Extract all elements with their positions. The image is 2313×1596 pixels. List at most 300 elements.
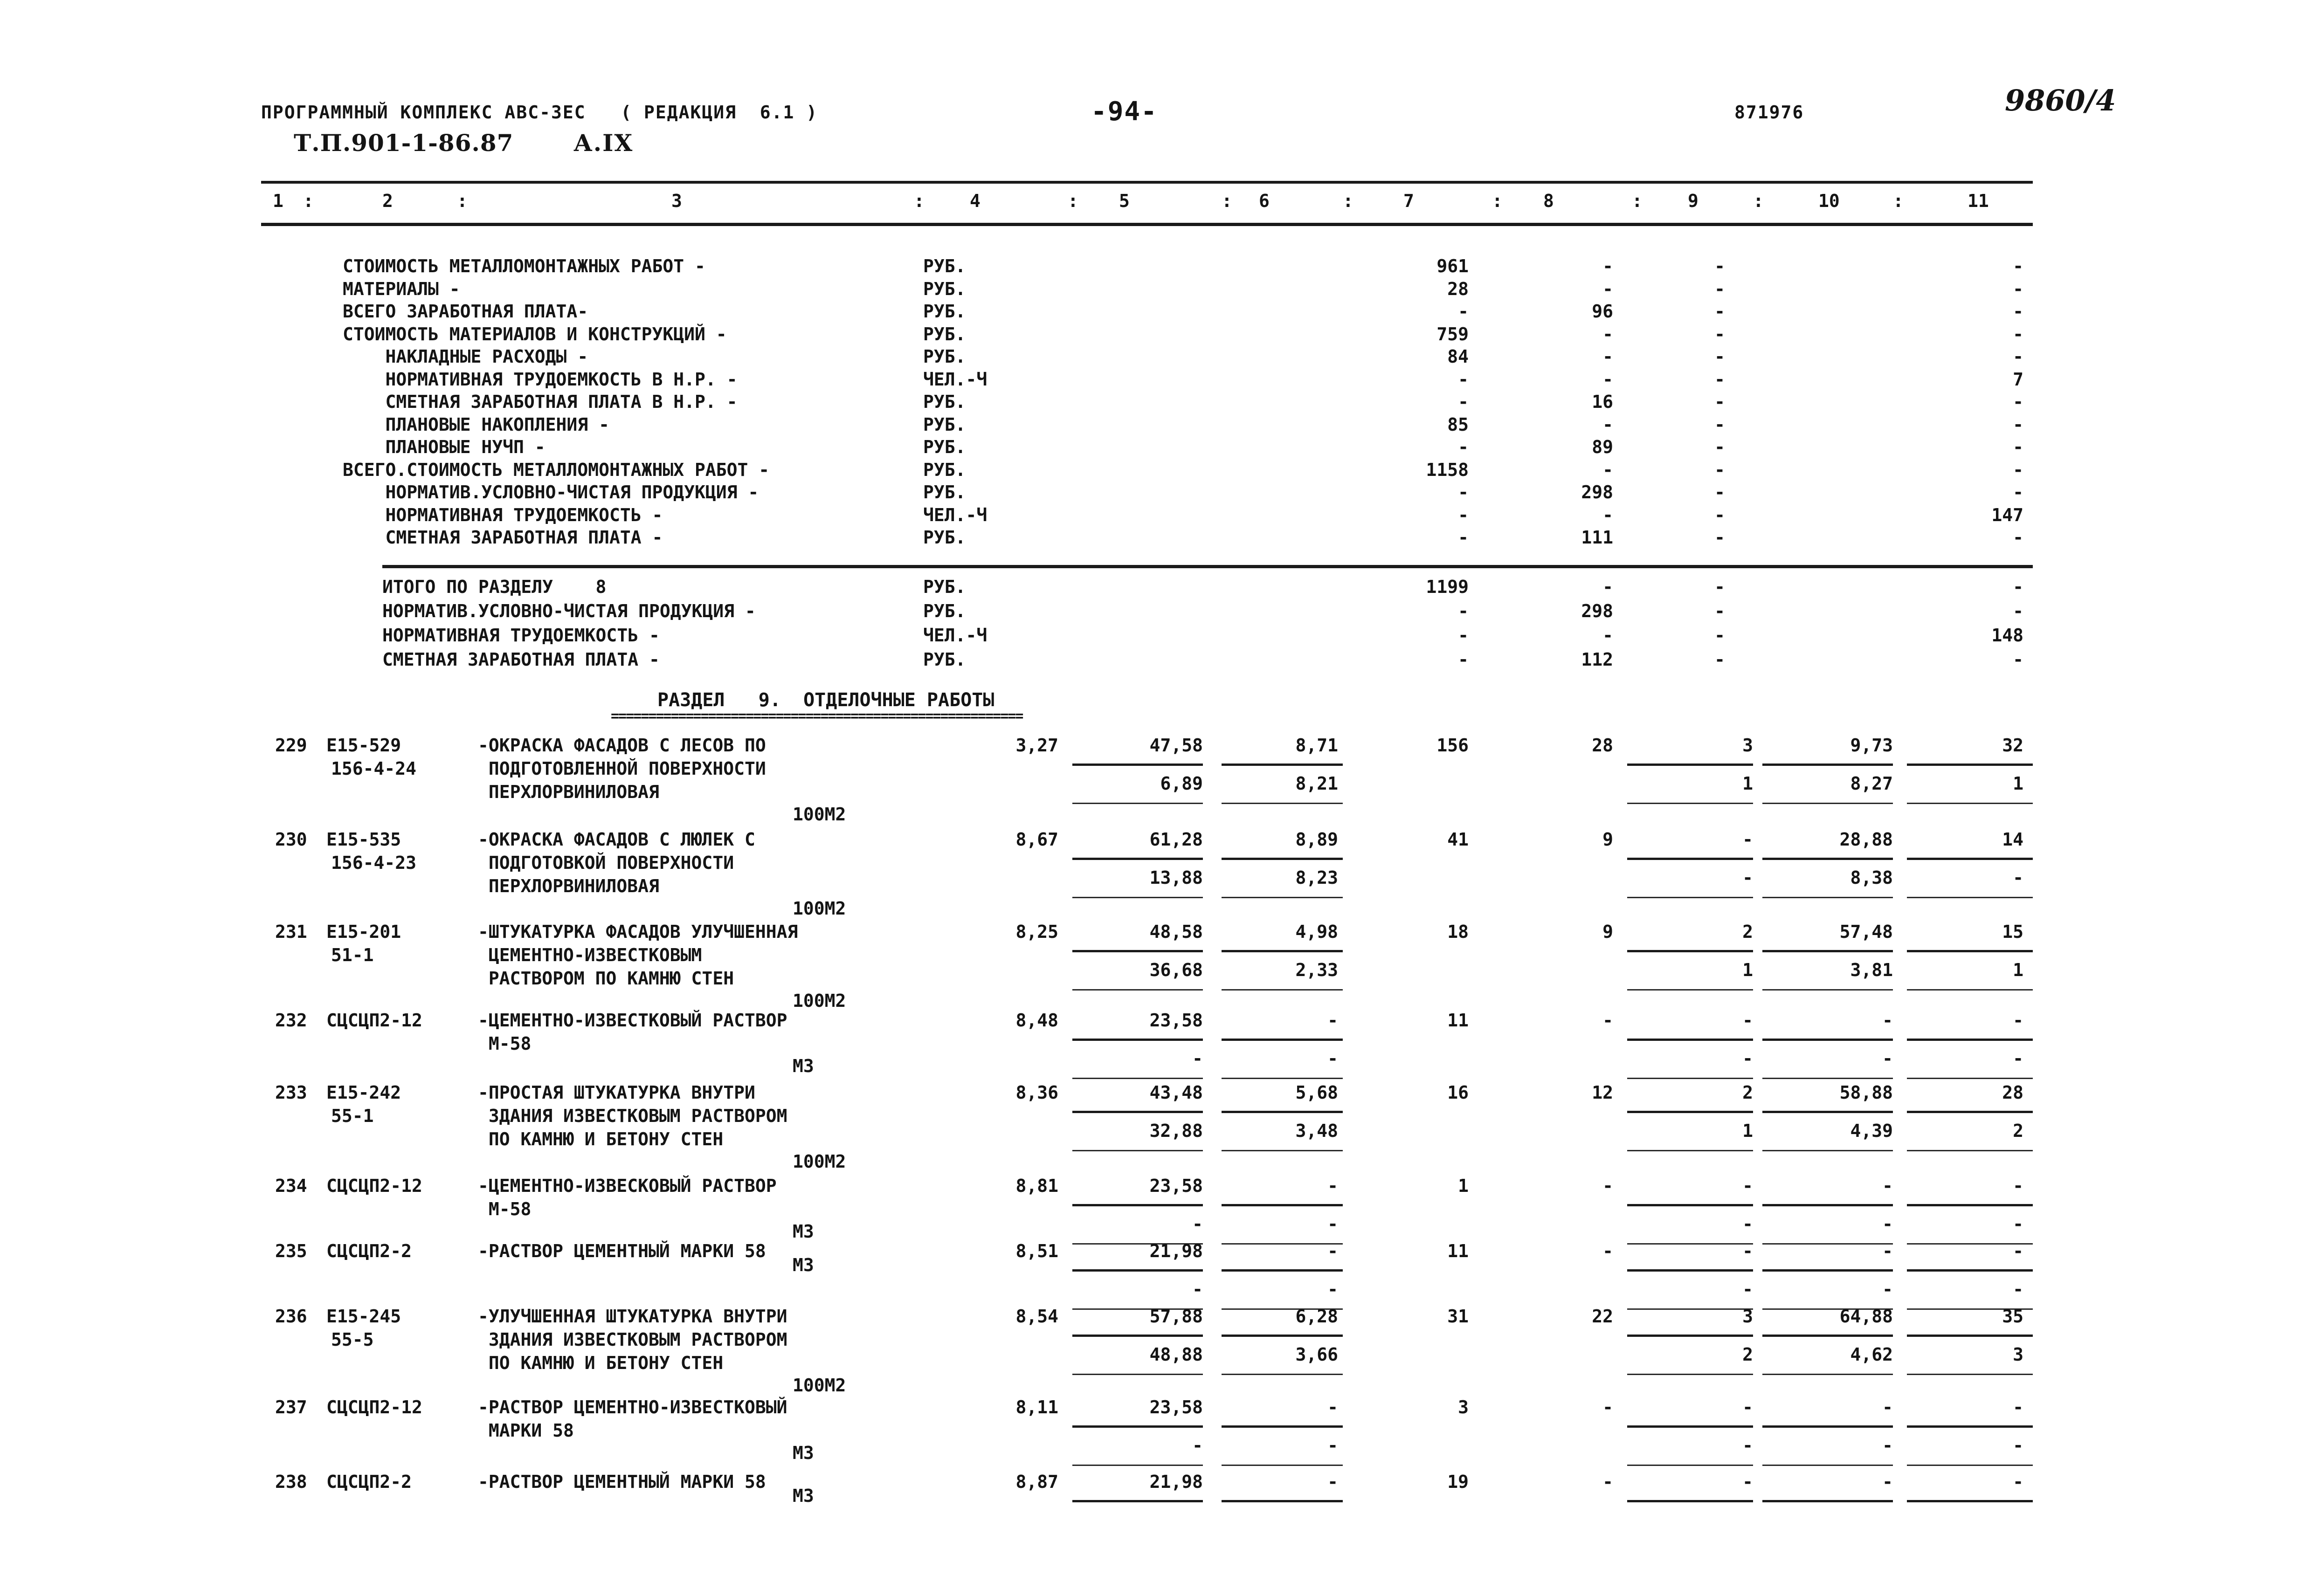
column-number: 9 [1688, 191, 1699, 211]
fraction-rule [1627, 1039, 1753, 1041]
item-machinist-total: - [2013, 1048, 2023, 1069]
totals-col7: - [1458, 649, 1469, 670]
summary-col7: - [1458, 527, 1469, 548]
summary-col7: - [1458, 301, 1469, 322]
item-machinist-wage: 3,66 [1295, 1344, 1338, 1365]
summary-col7: - [1458, 482, 1469, 502]
column-separator: : [1893, 191, 1904, 211]
summary-col9: - [1714, 505, 1725, 525]
item-wage-rate: 32,88 [1149, 1121, 1203, 1141]
row-underline [1762, 1078, 1893, 1079]
row-underline [1762, 897, 1893, 898]
item-number: 230 [275, 829, 307, 850]
fraction-rule [1072, 1204, 1203, 1206]
item-labor-hours: 3 [1742, 1306, 1753, 1327]
item-machine-total: - [1602, 1241, 1613, 1261]
archive-stamp: 9860/4 [2005, 83, 2116, 117]
item-description: ПЕРХЛОРВИНИЛОВАЯ [478, 876, 659, 896]
item-labor-total: 15 [2002, 922, 2023, 942]
column-number: 11 [1968, 191, 1989, 211]
item-labor-total: 14 [2002, 829, 2023, 850]
row-underline [1627, 1150, 1753, 1151]
item-machinist-total: 3 [2013, 1344, 2023, 1365]
item-machinist-total: - [2013, 1279, 2023, 1300]
summary-label: НОРМАТИВНАЯ ТРУДОЕМКОСТЬ В Н.Р. - [343, 369, 738, 390]
item-description: -ОКРАСКА ФАСАДОВ С ЛЕСОВ ПО [478, 735, 766, 756]
row-underline [1627, 1243, 1753, 1245]
column-number: 2 [382, 191, 393, 211]
item-number: 238 [275, 1472, 307, 1492]
fraction-rule [1072, 1335, 1203, 1337]
item-machine-cost: - [1327, 1241, 1338, 1261]
totals-col7: 1199 [1426, 577, 1469, 597]
item-description: М-58 [478, 1199, 532, 1219]
fraction-rule [1222, 1335, 1343, 1337]
item-unit-price: 43,48 [1149, 1082, 1203, 1103]
fraction-rule [1762, 1425, 1893, 1428]
item-code: Е15-242 [326, 1082, 401, 1103]
fraction-rule [1222, 1204, 1343, 1206]
summary-col7: - [1458, 505, 1469, 525]
totals-col9: - [1714, 625, 1725, 646]
summary-col7: 961 [1436, 256, 1469, 276]
summary-col9: - [1714, 414, 1725, 435]
column-number: 3 [671, 191, 682, 211]
summary-label: НОРМАТИВ.УСЛОВНО-ЧИСТАЯ ПРОДУКЦИЯ - [343, 482, 759, 502]
item-machine-cost: 8,89 [1295, 829, 1338, 850]
item-description: -РАСТВОР ЦЕМЕНТНО-ИЗВЕСТКОВЫЙ [478, 1397, 787, 1417]
column-separator: : [1632, 191, 1643, 211]
summary-col9: - [1714, 460, 1725, 480]
item-description: -РАСТВОР ЦЕМЕНТНЫЙ МАРКИ 58 [478, 1472, 766, 1492]
row-underline [1072, 1374, 1203, 1375]
item-description: РАСТВОРОМ ПО КАМНЮ СТЕН [478, 968, 734, 989]
item-machinist-wage: - [1327, 1435, 1338, 1456]
row-underline [1762, 1465, 1893, 1466]
column-separator: : [303, 191, 314, 211]
item-quantity: 8,81 [1015, 1176, 1058, 1196]
item-description: -ОКРАСКА ФАСАДОВ С ЛЮЛЕК С [478, 829, 755, 850]
item-machinist-unit: - [1882, 1214, 1893, 1234]
item-unit-price: 47,58 [1149, 735, 1203, 756]
row-underline [1072, 989, 1203, 991]
item-unit: 100М2 [793, 991, 846, 1011]
fraction-rule [1907, 950, 2033, 952]
summary-col11: - [2013, 527, 2023, 548]
item-description: -ПРОСТАЯ ШТУКАТУРКА ВНУТРИ [478, 1082, 755, 1103]
row-underline [1907, 803, 2033, 804]
totals-label: ИТОГО ПО РАЗДЕЛУ 8 [382, 577, 607, 597]
row-underline [1072, 1078, 1203, 1079]
item-machine-total: - [1602, 1010, 1613, 1031]
row-underline [1072, 897, 1203, 898]
item-unit-price: 48,58 [1149, 922, 1203, 942]
row-underline [1762, 1374, 1893, 1375]
summary-label: СТОИМОСТЬ МЕТАЛЛОМОНТАЖНЫХ РАБОТ - [343, 256, 705, 276]
item-labor-unit: 9,73 [1850, 735, 1893, 756]
item-unit: М3 [793, 1255, 814, 1275]
summary-col9: - [1714, 527, 1725, 548]
summary-label: НОРМАТИВНАЯ ТРУДОЕМКОСТЬ - [343, 505, 663, 525]
totals-col8: 298 [1581, 601, 1613, 621]
item-machine-cost: 5,68 [1295, 1082, 1338, 1103]
summary-col11: - [2013, 460, 2023, 480]
summary-col7: 1158 [1426, 460, 1469, 480]
item-code: СЦСЦП2-12 [326, 1176, 422, 1196]
row-underline [1222, 1465, 1343, 1466]
item-machinist-unit: - [1882, 1279, 1893, 1300]
summary-label: ВСЕГО.СТОИМОСТЬ МЕТАЛЛОМОНТАЖНЫХ РАБОТ - [343, 460, 770, 480]
item-machine-cost: 4,98 [1295, 922, 1338, 942]
item-labor-total: - [2013, 1397, 2023, 1417]
column-separator: : [1068, 191, 1078, 211]
summary-col7: - [1458, 437, 1469, 457]
album-number: А.IX [573, 129, 634, 157]
item-quantity: 8,36 [1015, 1082, 1058, 1103]
fraction-rule [1222, 858, 1343, 860]
summary-unit: РУБ. [923, 392, 966, 412]
item-total-cost: 19 [1447, 1472, 1469, 1492]
summary-col8: 16 [1592, 392, 1613, 412]
item-description: ПО КАМНЮ И БЕТОНУ СТЕН [478, 1129, 724, 1149]
summary-unit: РУБ. [923, 437, 966, 457]
fraction-rule [1907, 764, 2033, 766]
item-machine-total: 28 [1592, 735, 1613, 756]
row-underline [1072, 803, 1203, 804]
totals-col11: 148 [1991, 625, 2023, 646]
fraction-rule [1907, 1335, 2033, 1337]
fraction-rule [1627, 950, 1753, 952]
fraction-rule [1627, 1425, 1753, 1428]
item-unit: М3 [793, 1443, 814, 1463]
item-unit: М3 [793, 1486, 814, 1506]
row-underline [1907, 1374, 2033, 1375]
item-quantity: 8,11 [1015, 1397, 1058, 1417]
row-underline [1907, 897, 2033, 898]
item-labor-total: 32 [2002, 735, 2023, 756]
item-code: Е15-201 [326, 922, 401, 942]
item-number: 237 [275, 1397, 307, 1417]
item-number: 234 [275, 1176, 307, 1196]
summary-col11: - [2013, 482, 2023, 502]
fraction-rule [1907, 1425, 2033, 1428]
summary-unit: РУБ. [923, 482, 966, 502]
item-machinist-wage: - [1327, 1048, 1338, 1069]
summary-col11: 7 [2013, 369, 2023, 390]
fraction-rule [1072, 1039, 1203, 1041]
item-code: СЦСЦП2-2 [326, 1241, 412, 1261]
item-labor-hours: - [1742, 829, 1753, 850]
item-labor-unit: 28,88 [1839, 829, 1893, 850]
item-labor-total: 28 [2002, 1082, 2023, 1103]
item-machine-total: 9 [1602, 922, 1613, 942]
summary-col8: - [1602, 346, 1613, 367]
fraction-rule [1762, 764, 1893, 766]
item-labor-unit: - [1882, 1472, 1893, 1492]
summary-unit: РУБ. [923, 527, 966, 548]
item-machinist-total: 1 [2013, 773, 2023, 794]
summary-col9: - [1714, 301, 1725, 322]
item-wage-rate: - [1192, 1435, 1203, 1456]
fraction-rule [1762, 1500, 1893, 1502]
item-machine-cost: - [1327, 1397, 1338, 1417]
item-machine-total: - [1602, 1176, 1613, 1196]
row-underline [1762, 989, 1893, 991]
summary-label: СТОИМОСТЬ МАТЕРИАЛОВ И КОНСТРУКЦИЙ - [343, 324, 727, 344]
summary-unit: ЧЕЛ.-Ч [923, 505, 987, 525]
item-machine-total: - [1602, 1472, 1613, 1492]
row-underline [1627, 803, 1753, 804]
column-separator: : [1753, 191, 1764, 211]
item-description: М-58 [478, 1033, 532, 1054]
item-machine-cost: 6,28 [1295, 1306, 1338, 1327]
summary-unit: РУБ. [923, 460, 966, 480]
item-unit: М3 [793, 1221, 814, 1242]
fraction-rule [1627, 1111, 1753, 1113]
summary-col11: - [2013, 437, 2023, 457]
item-total-cost: 11 [1447, 1241, 1469, 1261]
item-machinist-total: - [2013, 1435, 2023, 1456]
item-labor-total: 35 [2002, 1306, 2023, 1327]
item-total-cost: 3 [1458, 1397, 1469, 1417]
summary-col11: - [2013, 256, 2023, 276]
summary-col8: - [1602, 324, 1613, 344]
row-underline [1762, 803, 1893, 804]
item-machine-total: 12 [1592, 1082, 1613, 1103]
row-underline [1907, 989, 2033, 991]
item-quantity: 8,25 [1015, 922, 1058, 942]
item-labor-hours: - [1742, 1176, 1753, 1196]
item-unit: 100М2 [793, 1151, 846, 1172]
item-machinist-unit: - [1882, 1048, 1893, 1069]
item-description: -ЦЕМЕНТНО-ИЗВЕСКОВЫЙ РАСТВОР [478, 1176, 777, 1196]
column-separator: : [457, 191, 468, 211]
fraction-rule [1072, 858, 1203, 860]
totals-col7: - [1458, 601, 1469, 621]
item-machinist-total: 2 [2013, 1121, 2023, 1141]
item-unit-price: 61,28 [1149, 829, 1203, 850]
item-machinist-unit: - [1882, 1435, 1893, 1456]
summary-col8: - [1602, 414, 1613, 435]
item-machinist-unit: 4,62 [1850, 1344, 1893, 1365]
fraction-rule [1222, 1425, 1343, 1428]
item-wage-rate: 48,88 [1149, 1344, 1203, 1365]
item-unit: 100М2 [793, 898, 846, 919]
totals-col8: - [1602, 577, 1613, 597]
summary-col11: - [2013, 414, 2023, 435]
summary-col11: - [2013, 279, 2023, 299]
item-code: СЦСЦП2-2 [326, 1472, 412, 1492]
summary-label: ПЛАНОВЫЕ НАКОПЛЕНИЯ - [343, 414, 609, 435]
summary-label: МАТЕРИАЛЫ - [343, 279, 460, 299]
summary-col7: - [1458, 392, 1469, 412]
summary-col7: 759 [1436, 324, 1469, 344]
row-underline [1222, 897, 1343, 898]
item-labor-unit: - [1882, 1176, 1893, 1196]
summary-col8: - [1602, 369, 1613, 390]
item-machinist-wage: - [1327, 1214, 1338, 1234]
column-number: 5 [1119, 191, 1130, 211]
item-code-secondary: 55-1 [331, 1106, 374, 1126]
header-bottom-rule [261, 223, 2033, 226]
row-underline [1627, 1308, 1753, 1310]
fraction-rule [1762, 1111, 1893, 1113]
item-machinist-hours: - [1742, 1435, 1753, 1456]
item-quantity: 8,54 [1015, 1306, 1058, 1327]
item-description: -РАСТВОР ЦЕМЕНТНЫЙ МАРКИ 58 [478, 1241, 766, 1261]
header-top-rule [261, 181, 2033, 184]
fraction-rule [1072, 1425, 1203, 1428]
summary-col11: - [2013, 346, 2023, 367]
summary-col9: - [1714, 256, 1725, 276]
column-number: 6 [1259, 191, 1270, 211]
row-underline [1222, 803, 1343, 804]
item-wage-rate: - [1192, 1279, 1203, 1300]
item-description: МАРКИ 58 [478, 1420, 574, 1441]
totals-label: НОРМАТИВНАЯ ТРУДОЕМКОСТЬ - [382, 625, 660, 646]
item-number: 233 [275, 1082, 307, 1103]
item-machinist-wage: 3,48 [1295, 1121, 1338, 1141]
summary-unit: РУБ. [923, 414, 966, 435]
item-number: 229 [275, 735, 307, 756]
item-machinist-unit: 8,27 [1850, 773, 1893, 794]
summary-col9: - [1714, 279, 1725, 299]
fraction-rule [1072, 1500, 1203, 1502]
row-underline [1627, 897, 1753, 898]
totals-col11: - [2013, 649, 2023, 670]
item-labor-hours: - [1742, 1472, 1753, 1492]
item-labor-unit: 64,88 [1839, 1306, 1893, 1327]
item-machinist-total: - [2013, 867, 2023, 888]
item-labor-unit: - [1882, 1397, 1893, 1417]
fraction-rule [1762, 858, 1893, 860]
item-total-cost: 1 [1458, 1176, 1469, 1196]
totals-col9: - [1714, 577, 1725, 597]
totals-label: НОРМАТИВ.УСЛОВНО-ЧИСТАЯ ПРОДУКЦИЯ - [382, 601, 756, 621]
item-total-cost: 31 [1447, 1306, 1469, 1327]
item-total-cost: 41 [1447, 829, 1469, 850]
totals-col8: - [1602, 625, 1613, 646]
summary-col11: - [2013, 324, 2023, 344]
item-description: ПОДГОТОВЛЕННОЙ ПОВЕРХНОСТИ [478, 758, 766, 779]
item-unit: 100М2 [793, 1375, 846, 1396]
page-number: -94- [1091, 96, 1158, 127]
item-unit-price: 57,88 [1149, 1306, 1203, 1327]
section-underline: ======================================================= [611, 708, 1023, 724]
item-unit-price: 23,58 [1149, 1010, 1203, 1031]
item-labor-hours: - [1742, 1010, 1753, 1031]
fraction-rule [1907, 1039, 2033, 1041]
row-underline [1627, 1465, 1753, 1466]
fraction-rule [1762, 1269, 1893, 1272]
item-description: ЦЕМЕНТНО-ИЗВЕСТКОВЫМ [478, 945, 702, 965]
row-underline [1627, 989, 1753, 991]
item-machinist-hours: - [1742, 1279, 1753, 1300]
summary-col7: 28 [1447, 279, 1469, 299]
fraction-rule [1627, 764, 1753, 766]
item-machinist-total: 1 [2013, 960, 2023, 980]
item-unit-price: 21,98 [1149, 1472, 1203, 1492]
fraction-rule [1222, 1039, 1343, 1041]
summary-col8: - [1602, 505, 1613, 525]
item-total-cost: 18 [1447, 922, 1469, 942]
summary-col7: 85 [1447, 414, 1469, 435]
summary-col8: 298 [1581, 482, 1613, 502]
row-underline [1762, 1243, 1893, 1245]
item-machine-total: 22 [1592, 1306, 1613, 1327]
column-number: 10 [1818, 191, 1840, 211]
row-underline [1907, 1150, 2033, 1151]
item-machinist-wage: 8,21 [1295, 773, 1338, 794]
fraction-rule [1627, 1335, 1753, 1337]
item-machine-total: - [1602, 1397, 1613, 1417]
item-machine-cost: - [1327, 1176, 1338, 1196]
column-number: 8 [1543, 191, 1554, 211]
fraction-rule [1907, 858, 2033, 860]
summary-col7: 84 [1447, 346, 1469, 367]
fraction-rule [1907, 1500, 2033, 1502]
item-quantity: 8,48 [1015, 1010, 1058, 1031]
item-code: Е15-535 [326, 829, 401, 850]
row-underline [1627, 1078, 1753, 1079]
item-unit: М3 [793, 1056, 814, 1076]
column-number: 4 [970, 191, 980, 211]
fraction-rule [1222, 1269, 1343, 1272]
item-quantity: 8,87 [1015, 1472, 1058, 1492]
item-machinist-hours: 2 [1742, 1344, 1753, 1365]
fraction-rule [1627, 1500, 1753, 1502]
item-quantity: 3,27 [1015, 735, 1058, 756]
summary-col9: - [1714, 392, 1725, 412]
item-machinist-hours: - [1742, 1048, 1753, 1069]
item-wage-rate: - [1192, 1214, 1203, 1234]
row-underline [1627, 1374, 1753, 1375]
summary-col8: - [1602, 279, 1613, 299]
item-labor-hours: - [1742, 1241, 1753, 1261]
summary-separator [382, 565, 2033, 568]
fraction-rule [1907, 1269, 2033, 1272]
item-description: ЗДАНИЯ ИЗВЕСТКОВЫМ РАСТВОРОМ [478, 1106, 787, 1126]
totals-col7: - [1458, 625, 1469, 646]
item-labor-unit: - [1882, 1241, 1893, 1261]
row-underline [1222, 1078, 1343, 1079]
item-machine-total: 9 [1602, 829, 1613, 850]
summary-col9: - [1714, 369, 1725, 390]
item-code: СЦСЦП2-12 [326, 1010, 422, 1031]
item-code: СЦСЦП2-12 [326, 1397, 422, 1417]
fraction-rule [1907, 1111, 2033, 1113]
item-labor-total: - [2013, 1472, 2023, 1492]
fraction-rule [1072, 1269, 1203, 1272]
summary-col7: - [1458, 369, 1469, 390]
fraction-rule [1762, 1204, 1893, 1206]
item-wage-rate: 36,68 [1149, 960, 1203, 980]
item-machine-cost: - [1327, 1010, 1338, 1031]
item-description: ПЕРХЛОРВИНИЛОВАЯ [478, 782, 659, 802]
totals-col9: - [1714, 601, 1725, 621]
totals-col11: - [2013, 601, 2023, 621]
item-machinist-unit: 4,39 [1850, 1121, 1893, 1141]
item-quantity: 8,51 [1015, 1241, 1058, 1261]
totals-col8: 112 [1581, 649, 1613, 670]
item-description: ЗДАНИЯ ИЗВЕСТКОВЫМ РАСТВОРОМ [478, 1329, 787, 1350]
totals-label: СМЕТНАЯ ЗАРАБОТНАЯ ПЛАТА - [382, 649, 660, 670]
summary-unit: ЧЕЛ.-Ч [923, 369, 987, 390]
row-underline [1072, 1465, 1203, 1466]
row-underline [1222, 989, 1343, 991]
summary-col9: - [1714, 324, 1725, 344]
item-code: Е15-529 [326, 735, 401, 756]
